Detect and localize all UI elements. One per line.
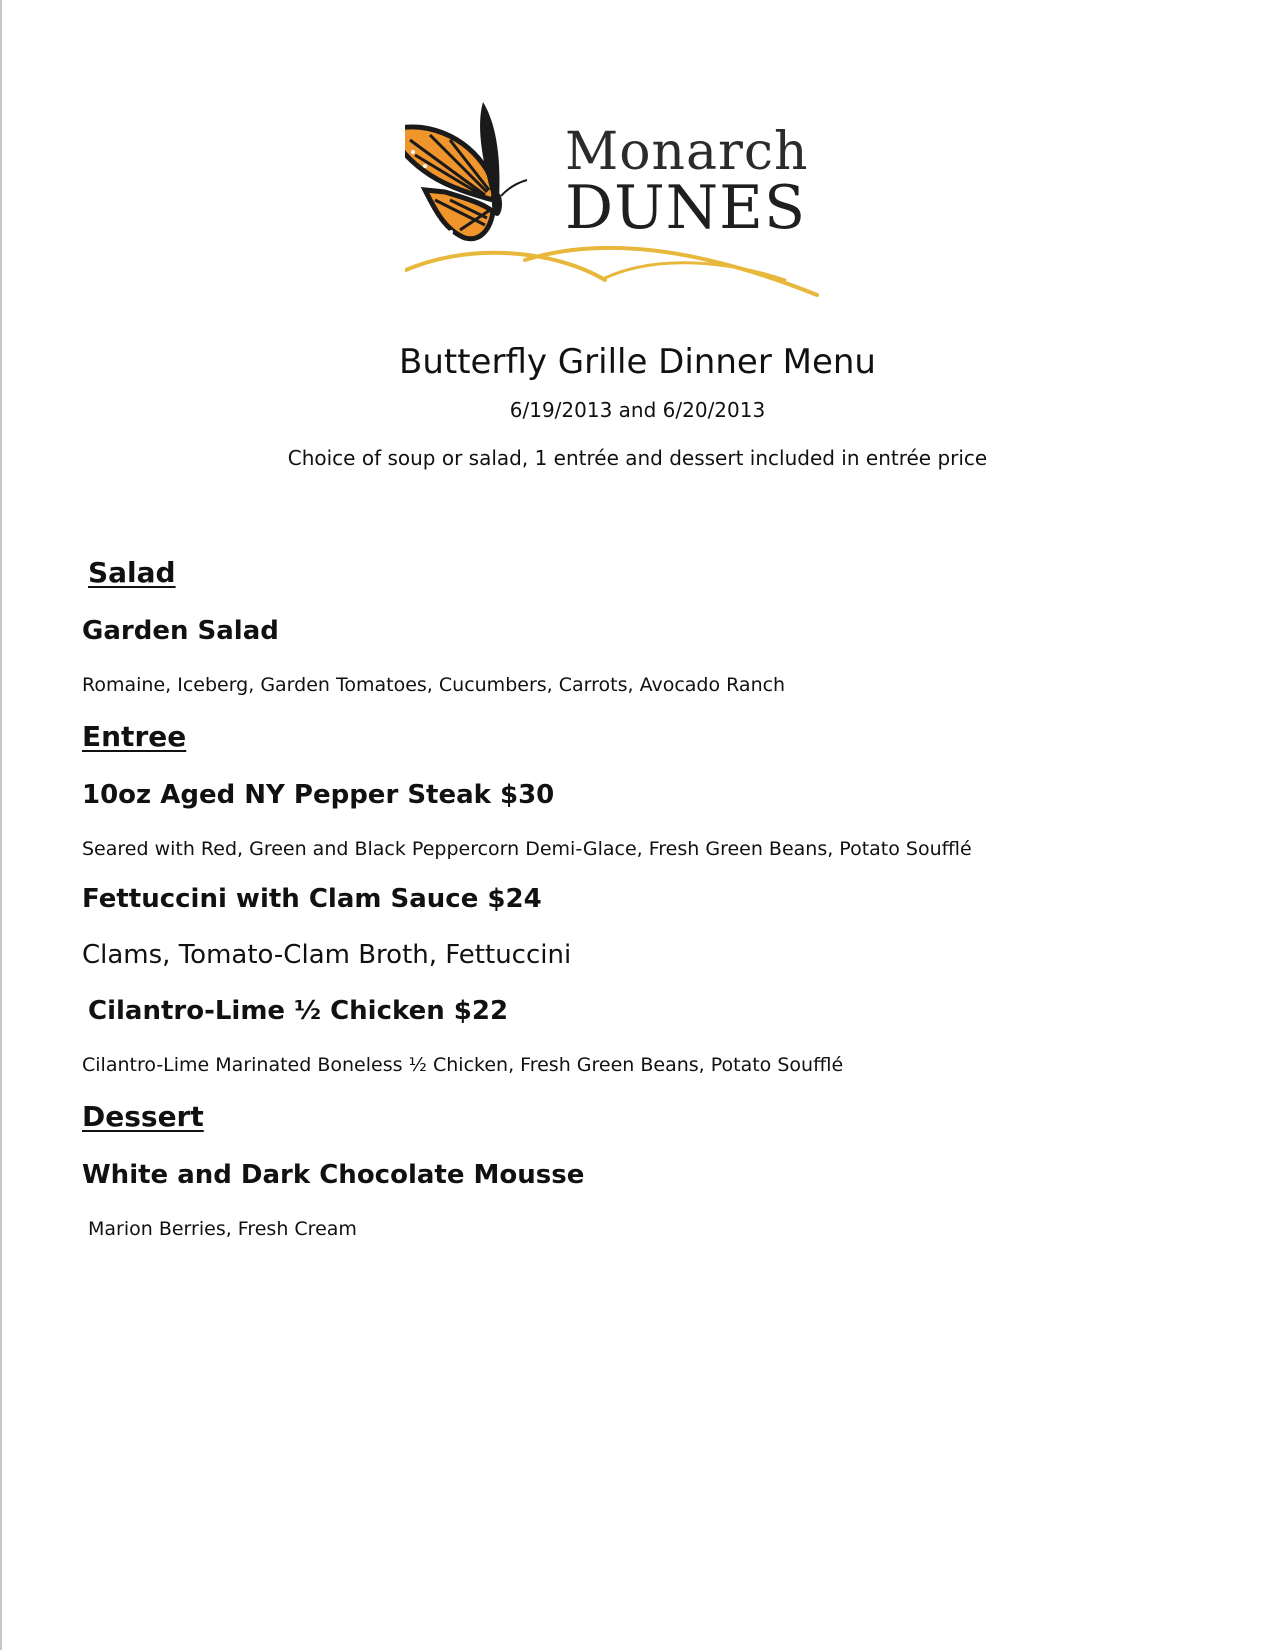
page-title: Butterfly Grille Dinner Menu <box>399 342 876 382</box>
item-desc-fettuccini: Clams, Tomato-Clam Broth, Fettuccini <box>82 940 572 970</box>
menu-dates: 6/19/2013 and 6/20/2013 <box>509 398 766 422</box>
item-desc-pepper-steak: Seared with Red, Green and Black Peppercorn Demi-Glace, Fresh Green Beans, Potato Soufflé <box>82 838 972 860</box>
logo-brand-line-1: Monarch <box>565 122 809 182</box>
item-name-fettuccini: Fettuccini with Clam Sauce $24 <box>82 884 542 914</box>
menu-note: Choice of soup or salad, 1 entrée and dessert included in entrée price <box>287 446 988 470</box>
item-desc-cilantro-chicken: Cilantro-Lime Marinated Boneless ½ Chicken, Fresh Green Beans, Potato Soufflé <box>82 1054 844 1076</box>
logo-brand-line-2: DUNES <box>565 173 807 243</box>
item-name-pepper-steak: 10oz Aged NY Pepper Steak $30 <box>82 780 555 810</box>
section-title-dessert: Dessert <box>82 1100 204 1133</box>
menu-body <box>82 556 1232 1242</box>
item-name-garden-salad: Garden Salad <box>82 616 279 646</box>
item-name-chocolate-mousse: White and Dark Chocolate Mousse <box>82 1160 585 1190</box>
item-name-cilantro-chicken: Cilantro-Lime ½ Chicken $22 <box>88 996 509 1026</box>
section-title-entree: Entree <box>82 720 187 753</box>
menu-header <box>0 340 1275 472</box>
item-desc-chocolate-mousse: Marion Berries, Fresh Cream <box>88 1218 357 1240</box>
item-desc-garden-salad: Romaine, Iceberg, Garden Tomatoes, Cucumbers, Carrots, Avocado Ranch <box>82 674 786 696</box>
monarch-dunes-logo <box>405 100 865 320</box>
page-edge-rule <box>0 0 2 1650</box>
section-title-salad: Salad <box>88 556 176 589</box>
